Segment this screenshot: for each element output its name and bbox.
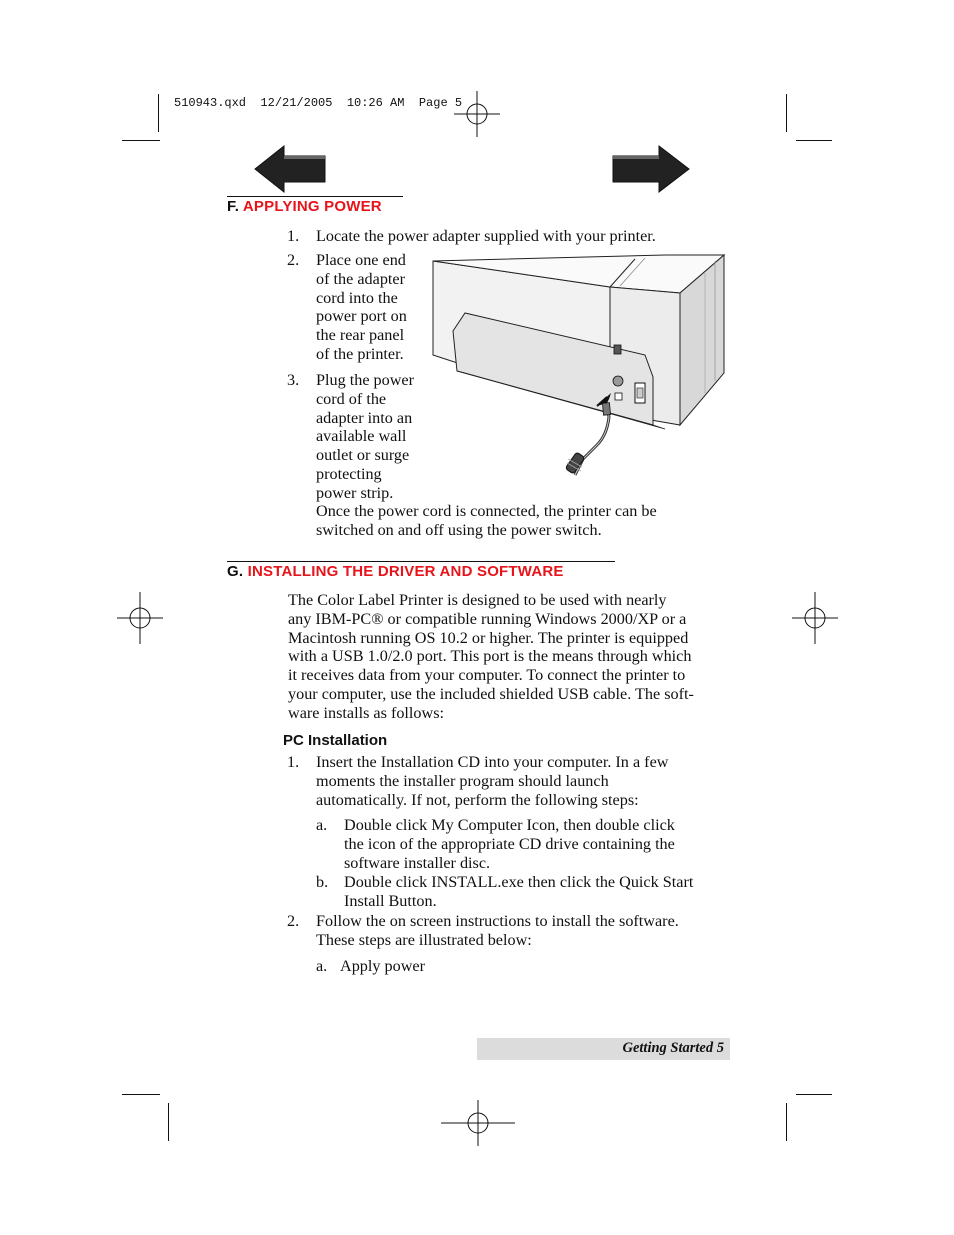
- section-title: INSTALLING THE DRIVER AND SOFTWARE: [247, 563, 564, 580]
- registration-mark-right: [792, 592, 838, 644]
- crop-mark-tr-h: [796, 140, 832, 141]
- paragraph: Once the power cord is connected, the printer can be switched on and off using the power switch.: [316, 502, 657, 539]
- section-rule: [227, 196, 403, 197]
- printer-rear-illustration: [425, 253, 727, 485]
- step-text: Place one end of the adapter cord into the power port on the rear panel of the printer.: [316, 251, 407, 363]
- step-number: 2.: [287, 251, 300, 269]
- step-number: 1.: [287, 227, 300, 245]
- crop-mark-tl-v: [158, 94, 159, 132]
- substep-letter: b.: [316, 873, 329, 891]
- step-text: Follow the on screen instructions to install the software. These steps are illustrated below:: [316, 912, 679, 949]
- crop-mark-br-v: [786, 1103, 787, 1141]
- section-rule: [227, 561, 615, 562]
- page-footer: [477, 1038, 730, 1060]
- registration-mark-left: [117, 592, 163, 644]
- crop-mark-tr-v: [786, 94, 787, 132]
- step-number: 3.: [287, 371, 300, 389]
- substep-text: Double click INSTALL.exe then click the Quick Start Install Button.: [344, 873, 694, 910]
- section-letter: G.: [227, 563, 244, 580]
- section-letter: F.: [227, 198, 240, 215]
- registration-mark-bottom: [441, 1100, 515, 1146]
- crop-mark-br-h: [796, 1094, 832, 1095]
- registration-mark-top: [454, 91, 500, 137]
- substep-letter: a.: [316, 957, 328, 975]
- section-heading: [227, 563, 564, 580]
- substep-letter: a.: [316, 816, 328, 834]
- step-text: Plug the power cord of the adapter into an available wall outlet or surge protecting power strip.: [316, 371, 415, 502]
- crop-mark-tl-h: [122, 140, 160, 141]
- substep-text: Double click My Computer Icon, then double click the icon of the appropriate CD drive containing the software installer disc.: [344, 816, 675, 872]
- footer-label: Getting Started 5: [622, 1040, 724, 1056]
- crop-mark-bl-v: [168, 1103, 169, 1141]
- step-number: 2.: [287, 912, 300, 930]
- print-slug: 510943.qxd 12/21/2005 10:26 AM Page 5: [174, 96, 463, 110]
- step-number: 1.: [287, 753, 300, 771]
- right-arrow-icon[interactable]: [611, 145, 691, 193]
- step-text: Insert the Installation CD into your computer. In a few moments the installer program should launch automatically. If not, perform the following steps:: [316, 753, 669, 809]
- intro-paragraph: The Color Label Printer is designed to be used with nearly any IBM-PC® or compatible running Windows 2000/XP or a Macintosh running OS 10.2 or higher. The printer is equipped with a USB 1.0/2.0 port. This port is the means through which it receives data from your computer. To connect the printer to your computer, use the included shielded USB cable. The soft- ware installs as follows:: [288, 591, 694, 722]
- step-text: Locate the power adapter supplied with your printer.: [316, 227, 656, 245]
- section-title: APPLYING POWER: [242, 198, 382, 215]
- subheading: PC Installation: [283, 732, 388, 749]
- crop-mark-bl-h: [122, 1094, 160, 1095]
- left-arrow-icon[interactable]: [254, 145, 328, 193]
- substep-text: Apply power: [340, 957, 425, 975]
- section-heading: [227, 198, 382, 215]
